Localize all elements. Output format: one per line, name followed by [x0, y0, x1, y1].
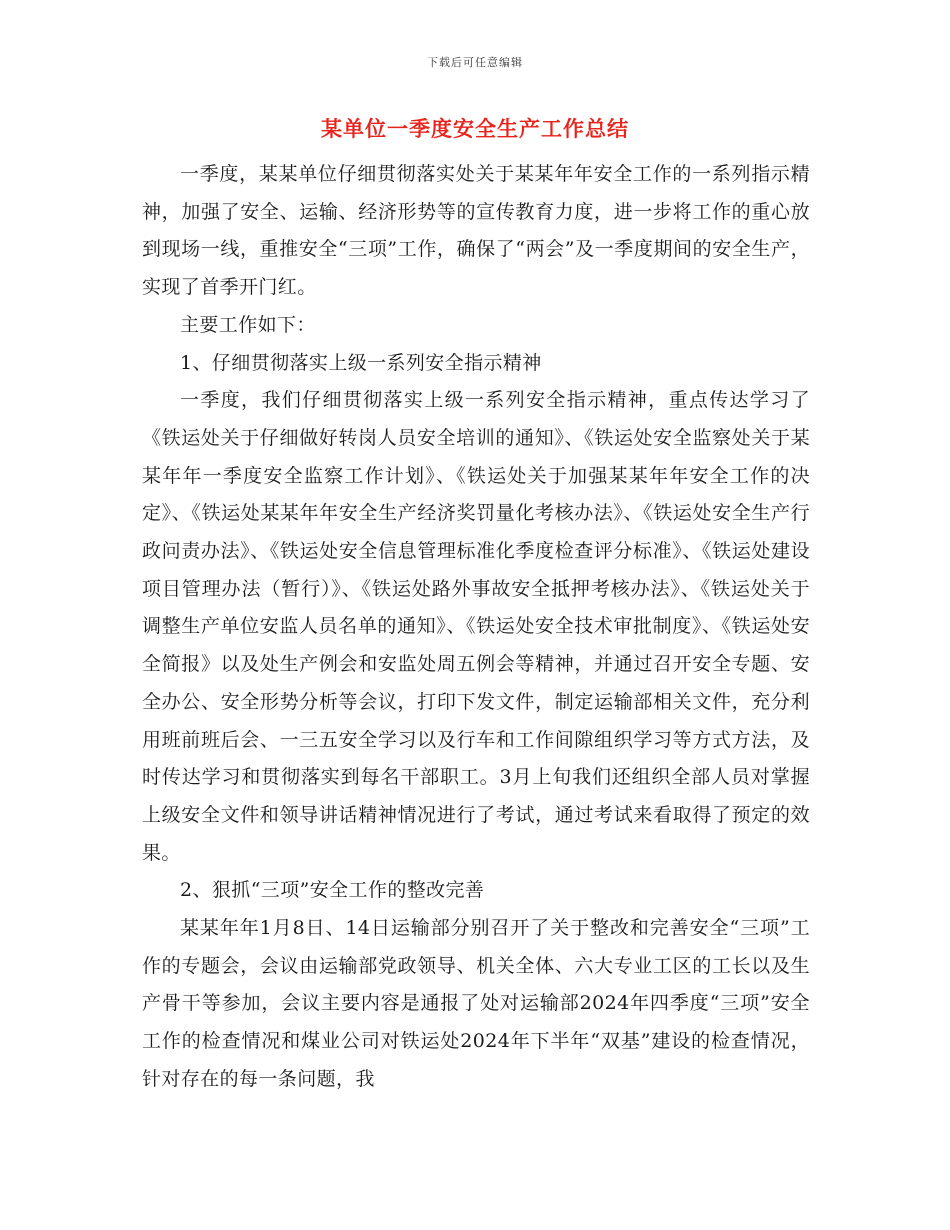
- section-heading-1: 1、仔细贯彻落实上级一系列安全指示精神: [180, 351, 542, 374]
- paragraph-section-2: 某某年年1月8日、14日运输部分别召开了关于整改和完善安全“三项”工作的专题会，会议由运输部党政领导、机关全体、六大专业工区的工长以及生产骨干等参加，会议主要内容是通报了处对运输部2024年四季度“三项”安全工作的检查情况和煤业公司对铁运处2024年下半年“双基”建设的检查情况，针对存在的每一条问题，我: [142, 917, 810, 1090]
- paragraph-section-1: 一季度，我们仔细贯彻落实上级一系列安全指示精神，重点传达学习了《铁运处关于仔细做好转岗人员安全培训的通知》、《铁运处安全监察处关于某某年年一季度安全监察工作计划》、《铁运处关于加强某某年年安全工作的决定》、《铁运处某某年年安全生产经济奖罚量化考核办法》、《铁运处安全生产行政问责办法》、《铁运处安全信息管理标准化季度检查评分标准》、《铁运处建设项目管理办法（暂行）》、《铁运处路外事故安全抵押考核办法》、《铁运处关于调整生产单位安监人员名单的通知》、《铁运处安全技术审批制度》、《铁运处安全简报》以及处生产例会和安监处周五例会等精神，并通过召开安全专题、安全办公、安全形势分析等会议，打印下发文件，制定运输部相关文件，充分利用班前班后会、一三五安全学习以及行车和工作间隙组织学习等方式方法，及时传达学习和贯彻落实到每名干部职工。3月上旬我们还组织全部人员对掌握上级安全文件和领导讲话精神情况进行了考试，通过考试来看取得了预定的效果。: [142, 389, 810, 864]
- section-heading-2: 2、狠抓“三项”安全工作的整改完善: [180, 879, 485, 902]
- document-body: [142, 156, 810, 1099]
- page-header-note: 下载后可任意编辑: [427, 56, 523, 69]
- paragraph-main-work: 主要工作如下：: [180, 313, 316, 336]
- paragraph-intro: 一季度，某某单位仔细贯彻落实处关于某某年年安全工作的一系列指示精神，加强了安全、运输、经济形势等的宣传教育力度，进一步将工作的重心放到现场一线，重推安全“三项”工作，确保了“两会”及一季度期间的安全生产，实现了首季开门红。: [142, 163, 810, 299]
- document-title: 某单位一季度安全生产工作总结: [321, 116, 629, 141]
